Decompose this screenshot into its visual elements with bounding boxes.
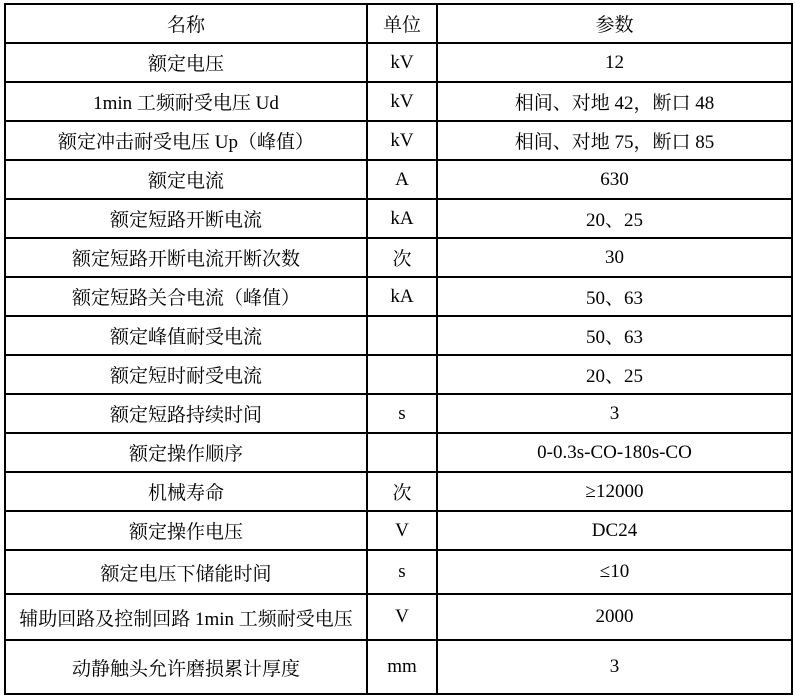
param-value: 50、63 (437, 316, 792, 355)
param-name: 额定短时耐受电流 (5, 355, 367, 394)
param-value: 12 (437, 43, 792, 82)
param-name: 机械寿命 (5, 472, 367, 511)
param-unit: V (367, 594, 437, 640)
param-unit (367, 316, 437, 355)
param-value: 相间、对地 75，断口 85 (437, 121, 792, 160)
param-name: 额定操作顺序 (5, 433, 367, 472)
table-row (5, 640, 792, 694)
param-value: 3 (437, 640, 792, 694)
param-name: 额定冲击耐受电压 Up（峰值） (5, 121, 367, 160)
table-row (5, 316, 792, 355)
param-name: 动静触头允许磨损累计厚度 (5, 640, 367, 694)
param-value: ≤10 (437, 550, 792, 594)
param-unit: V (367, 511, 437, 550)
param-unit: s (367, 394, 437, 433)
table-row (5, 355, 792, 394)
table-row (5, 199, 792, 238)
table-row (5, 160, 792, 199)
header-name: 名称 (5, 4, 367, 43)
param-name: 额定短路持续时间 (5, 394, 367, 433)
table-row (5, 277, 792, 316)
param-unit (367, 433, 437, 472)
param-unit: A (367, 160, 437, 199)
param-value: 630 (437, 160, 792, 199)
header-value: 参数 (437, 4, 792, 43)
param-unit: 次 (367, 472, 437, 511)
table-row (5, 43, 792, 82)
table-row (5, 238, 792, 277)
table-row (5, 472, 792, 511)
param-unit: 次 (367, 238, 437, 277)
header-unit: 单位 (367, 4, 437, 43)
param-value: DC24 (437, 511, 792, 550)
param-unit: s (367, 550, 437, 594)
param-value: 2000 (437, 594, 792, 640)
table-header-row (5, 4, 792, 43)
param-value: 20、25 (437, 355, 792, 394)
param-unit: mm (367, 640, 437, 694)
param-unit: kV (367, 121, 437, 160)
param-value: 3 (437, 394, 792, 433)
param-name: 额定峰值耐受电流 (5, 316, 367, 355)
table-row (5, 550, 792, 594)
table-row (5, 82, 792, 121)
param-unit: kA (367, 199, 437, 238)
table-row (5, 121, 792, 160)
param-name: 辅助回路及控制回路 1min 工频耐受电压 (5, 594, 367, 640)
table-row (5, 394, 792, 433)
param-name: 额定短路关合电流（峰值） (5, 277, 367, 316)
param-value: 20、25 (437, 199, 792, 238)
spec-table (4, 3, 793, 695)
table-row (5, 594, 792, 640)
param-value: 30 (437, 238, 792, 277)
param-unit: kV (367, 82, 437, 121)
param-unit: kA (367, 277, 437, 316)
param-name: 额定电压 (5, 43, 367, 82)
param-value: 0-0.3s-CO-180s-CO (437, 433, 792, 472)
param-name: 额定操作电压 (5, 511, 367, 550)
param-value: ≥12000 (437, 472, 792, 511)
param-name: 额定电流 (5, 160, 367, 199)
param-name: 额定电压下储能时间 (5, 550, 367, 594)
param-name: 1min 工频耐受电压 Ud (5, 82, 367, 121)
table-row (5, 433, 792, 472)
param-name: 额定短路开断电流开断次数 (5, 238, 367, 277)
param-name: 额定短路开断电流 (5, 199, 367, 238)
table-row (5, 511, 792, 550)
param-unit: kV (367, 43, 437, 82)
param-value: 50、63 (437, 277, 792, 316)
param-unit (367, 355, 437, 394)
param-value: 相间、对地 42，断口 48 (437, 82, 792, 121)
